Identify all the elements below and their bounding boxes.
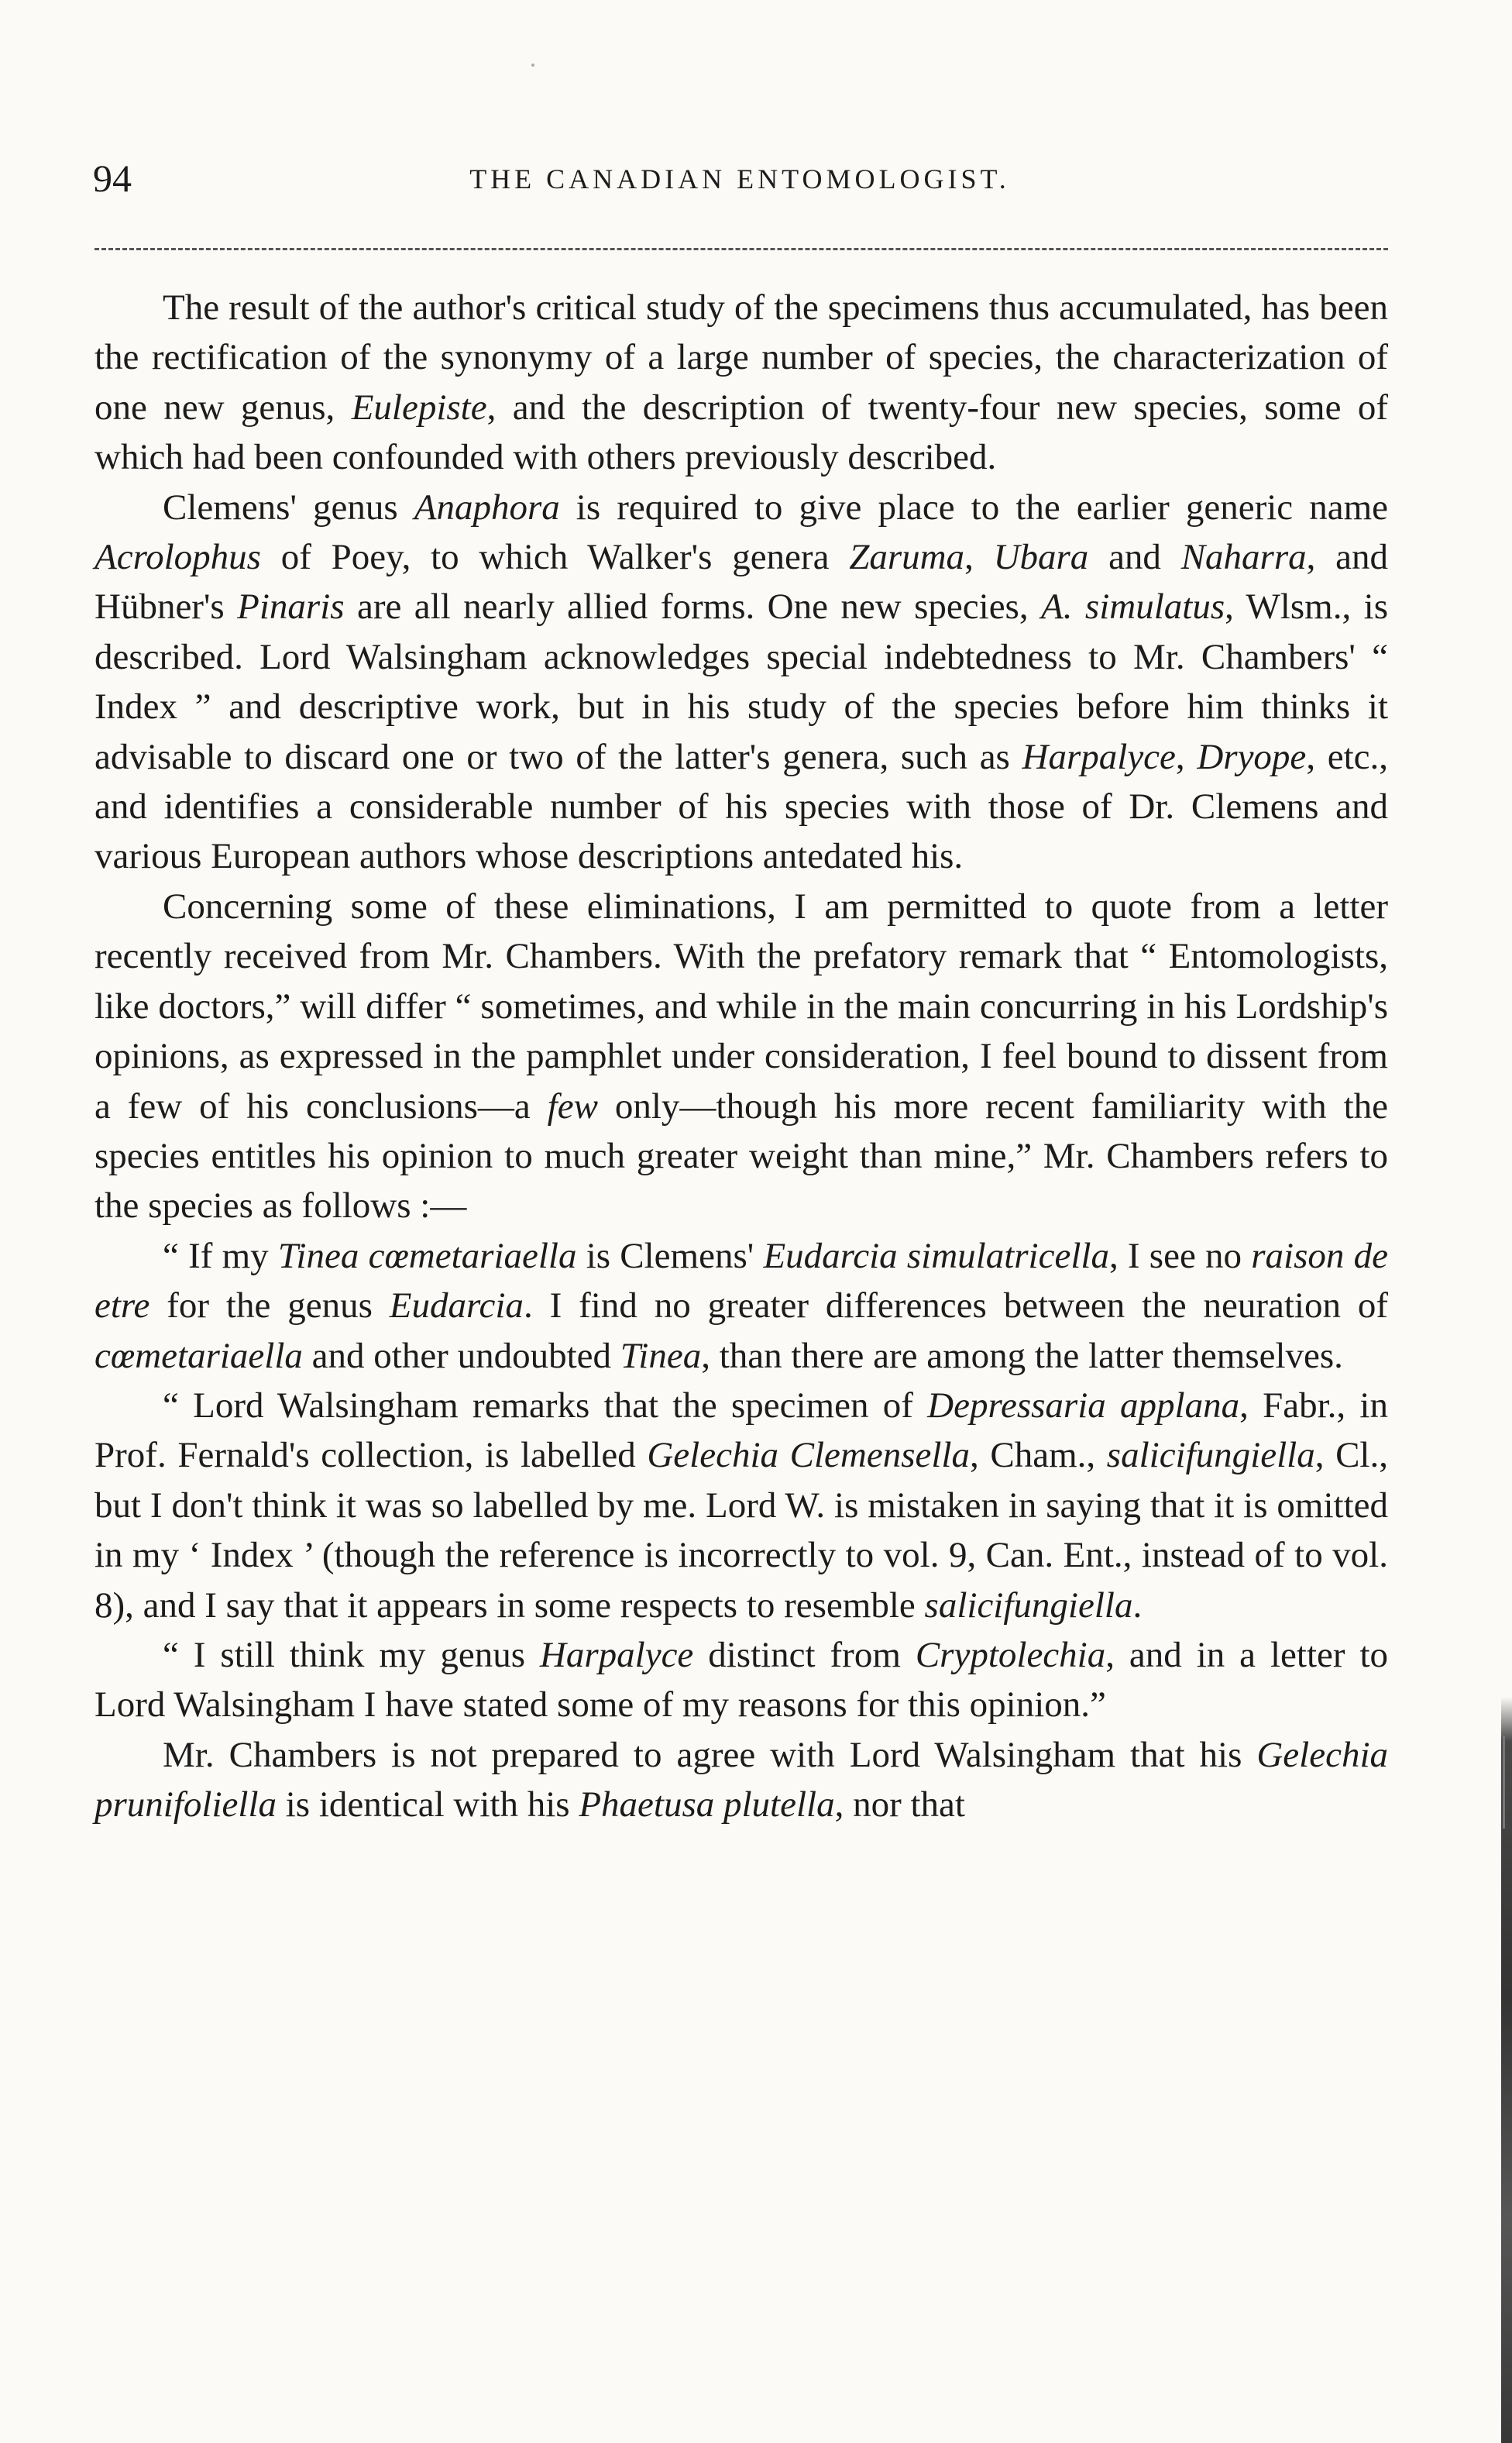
italic-term: Naharra — [1180, 537, 1307, 578]
running-head: THE CANADIAN ENTOMOLOGIST. — [469, 163, 1010, 194]
italic-term: Acrolophus — [94, 537, 261, 578]
text-run: is required to give place to the earlier generic name — [559, 487, 1388, 528]
text-run: distinct from — [693, 1634, 916, 1675]
paragraph-p1 — [94, 283, 1388, 483]
text-run: , Cl., but I don't think it was so labelled by me. Lord W. is mistaken in saying that it is omitted in my ‘ Index ’ (though the reference is incorrectly to vol. 9, Can. Ent., instead of to vol. 8), and I say that it appears in some respects to resemble — [94, 1435, 1388, 1626]
italic-term: A. simulatus — [1041, 587, 1225, 628]
text-run: , and the description of twenty-four new species, some of which had been confounded with others previously described. — [94, 387, 1388, 478]
italic-term: Dryope — [1197, 736, 1307, 777]
italic-term: salicifungiella — [1106, 1435, 1315, 1476]
text-run: is Clemens' — [576, 1235, 764, 1276]
text-run: only—though his more recent familiarity with the species entitles his opinion to much greater weight than mine,” Mr. Chambers refers to the species as follows :— — [94, 1086, 1388, 1227]
text-run: Clemens' genus — [163, 487, 414, 528]
text-run: Concerning some of these eliminations, I am permitted to quote from a letter recently received from Mr. Chambers. With the prefatory remark that “ Entomologists, like doctors,” will differ “ sometimes, and while in the main concurring in his Lordship's opinions, as expressed in the pamphlet under consideration, I feel bound to dissent from a few of his conclusions—a — [94, 886, 1388, 1127]
italic-term: Pinaris — [237, 587, 345, 628]
italic-term: Phaetusa plutella — [579, 1784, 835, 1825]
text-run: , than there are among the latter themselves. — [701, 1335, 1343, 1376]
text-run: . — [1132, 1585, 1143, 1626]
text-run: , and in a letter to Lord Walsingham I have stated some of my reasons for this opinion.” — [94, 1634, 1388, 1726]
text-run: “ If my — [163, 1235, 278, 1276]
text-run: and — [1088, 537, 1181, 578]
italic-term: Depressaria applana — [927, 1385, 1240, 1426]
italic-term: Gelechia prunifoliella — [94, 1734, 1388, 1825]
italic-term: Gelechia Clemensella — [647, 1435, 970, 1476]
text-run: . I find no greater differences between the neuration of — [523, 1285, 1389, 1326]
scan-speck — [531, 64, 534, 67]
italic-term: Eudarcia simulatricella — [763, 1235, 1109, 1276]
text-run: , Fabr., in Prof. Fernald's collection, is labelled — [94, 1385, 1388, 1476]
text-run: of Poey, to which Walker's genera — [260, 537, 850, 578]
page-header — [93, 155, 1387, 217]
italic-term: Eulepiste — [351, 387, 487, 428]
text-run: is identical with his — [277, 1784, 579, 1825]
text-run: , Cham., — [969, 1435, 1107, 1476]
text-run: , and Hübner's — [94, 537, 1388, 628]
italic-term: Zaruma — [849, 537, 965, 578]
text-run: , nor that — [834, 1784, 965, 1825]
paragraph-p6 — [94, 1630, 1388, 1730]
text-run: , — [964, 537, 994, 578]
italic-term: Tinea cœmetariaella — [277, 1235, 577, 1276]
italic-term: cœmetariaella — [94, 1335, 303, 1376]
text-run: The result of the author's critical study of the specimens thus accumulated, has been the rectification of the synonymy of a large number of species, the characterization of one new genus, — [94, 287, 1388, 428]
paragraph-p5 — [94, 1381, 1388, 1630]
text-run: are all nearly allied forms. One new species, — [344, 587, 1042, 628]
italic-term: salicifungiella — [924, 1585, 1133, 1626]
italic-term: Harpalyce — [1022, 736, 1176, 777]
italic-term: Ubara — [993, 537, 1089, 578]
text-run: for the genus — [149, 1285, 390, 1326]
italic-term: Harpalyce — [539, 1634, 694, 1675]
italic-term: few — [547, 1086, 598, 1127]
text-run: , etc., and identifies a considerable number of his species with those of Dr. Clemens and various European authors whose descriptions antedated his. — [94, 736, 1389, 877]
text-run: , — [1175, 736, 1198, 777]
text-run: , Wlsm., is described. Lord Walsingham acknowledges special indebtedness to Mr. Chambers' “ Index ” and descriptive work, but in his study of the species before him thinks it advisable to discard one or two of the latter's genera, such as — [94, 587, 1388, 777]
scan-mark — [1503, 1736, 1505, 1829]
paragraph-p7 — [94, 1730, 1388, 1830]
italic-term: Cryptolechia — [915, 1634, 1106, 1675]
italic-term: raison de etre — [94, 1235, 1388, 1326]
italic-term: Eudarcia — [389, 1285, 524, 1326]
paragraph-p2 — [94, 483, 1388, 882]
body-text — [94, 283, 1388, 1830]
header-rule — [94, 248, 1388, 250]
italic-term: Anaphora — [414, 487, 560, 528]
text-run: “ I still think my genus — [163, 1634, 540, 1675]
text-run: , I see no — [1108, 1235, 1252, 1276]
text-run: Mr. Chambers is not prepared to agree with Lord Walsingham that his — [163, 1734, 1257, 1775]
paragraph-p4 — [94, 1231, 1388, 1381]
text-run: and other undoubted — [302, 1335, 620, 1376]
text-run: “ Lord Walsingham remarks that the specimen of — [163, 1385, 928, 1426]
page-number: 94 — [93, 157, 132, 200]
italic-term: Tinea — [620, 1335, 702, 1376]
paragraph-p3 — [94, 882, 1388, 1231]
